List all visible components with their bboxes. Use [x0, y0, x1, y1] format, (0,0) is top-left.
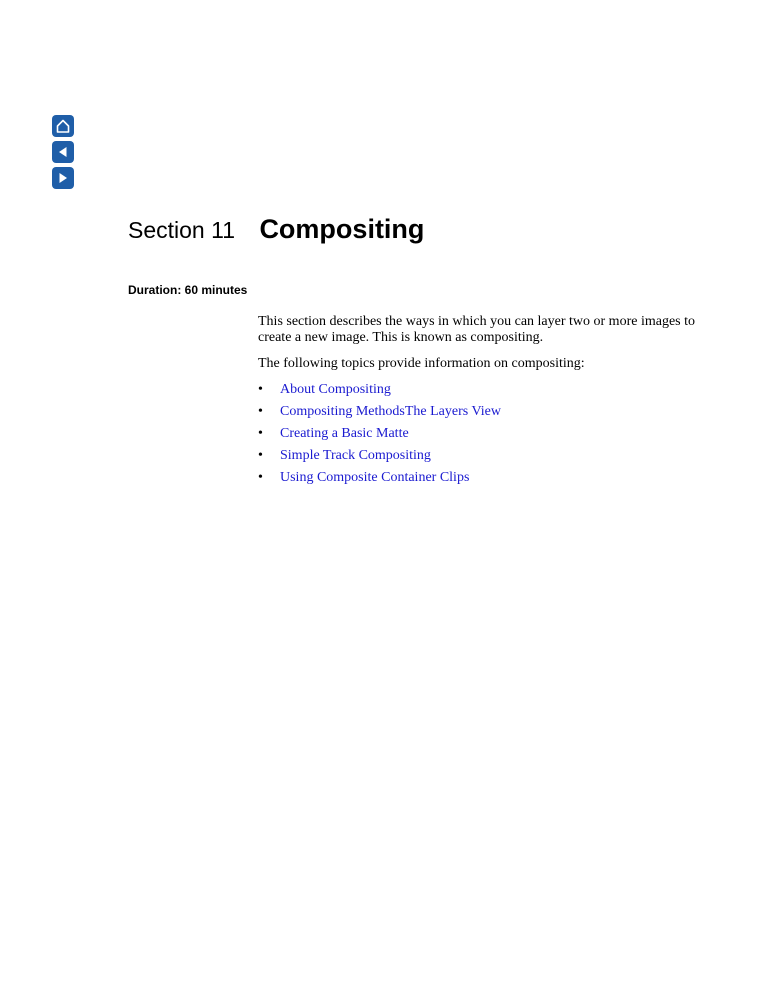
intro-paragraph: This section describes the ways in which you can layer two or more images to create a new image. This is known as compositing. — [258, 314, 695, 345]
bullet: • — [258, 404, 263, 419]
topic-link-simple-track[interactable]: Simple Track Compositing — [280, 448, 431, 463]
list-item — [258, 469, 501, 491]
bullet: • — [258, 448, 263, 463]
section-number: Section 11 — [128, 217, 235, 243]
next-page-button[interactable] — [52, 167, 74, 189]
duration-label: Duration: 60 minutes — [128, 283, 248, 297]
section-heading — [128, 214, 424, 245]
previous-arrow-icon — [55, 144, 71, 160]
topic-link-basic-matte[interactable]: Creating a Basic Matte — [280, 426, 409, 441]
bullet: • — [258, 426, 263, 441]
bullet: • — [258, 382, 263, 397]
list-item — [258, 425, 501, 447]
home-icon — [55, 118, 71, 134]
previous-page-button[interactable] — [52, 141, 74, 163]
topic-link-compositing-methods[interactable]: Compositing MethodsThe Layers View — [280, 404, 501, 419]
topics-intro-paragraph: The following topics provide information on compositing: — [258, 356, 585, 371]
section-title: Compositing — [259, 214, 425, 244]
list-item — [258, 381, 501, 403]
home-button[interactable] — [52, 115, 74, 137]
next-arrow-icon — [55, 170, 71, 186]
topic-link-about-compositing[interactable]: About Compositing — [280, 382, 391, 397]
list-item — [258, 403, 501, 425]
bullet: • — [258, 470, 263, 485]
topic-link-composite-container[interactable]: Using Composite Container Clips — [280, 470, 470, 485]
topic-list — [258, 381, 501, 491]
list-item — [258, 447, 501, 469]
